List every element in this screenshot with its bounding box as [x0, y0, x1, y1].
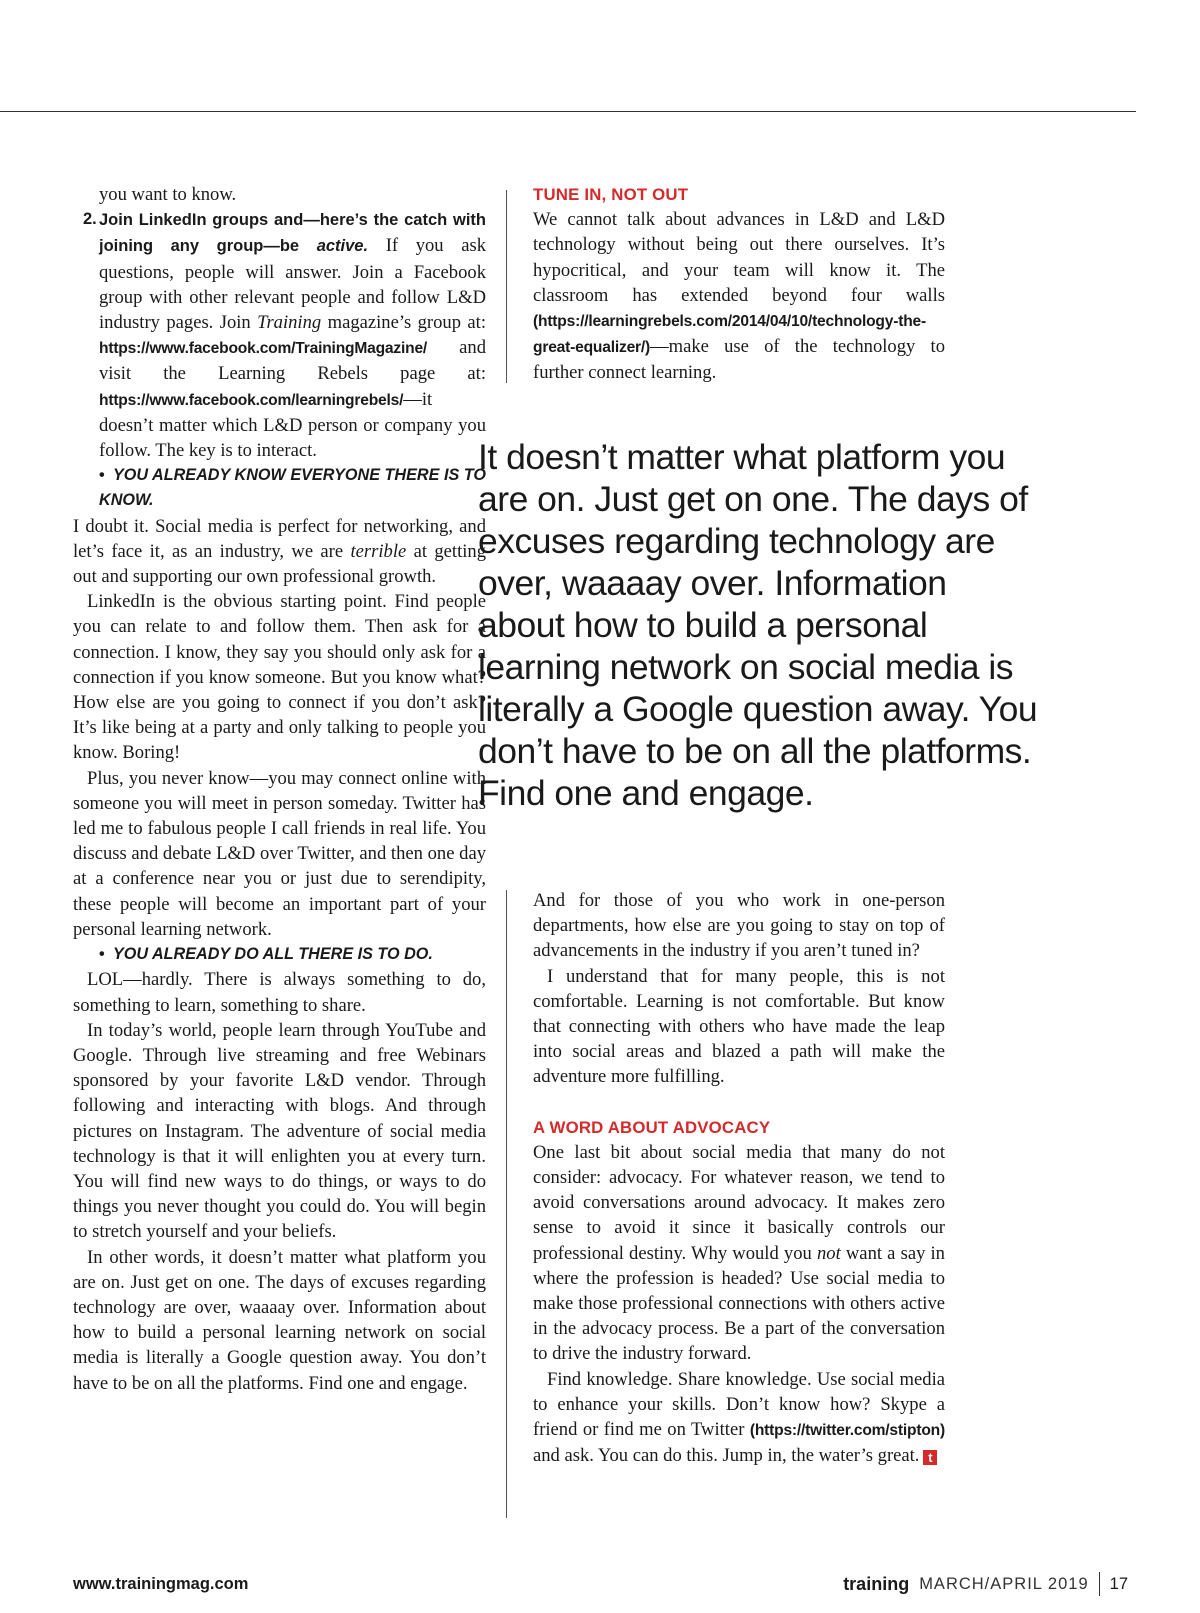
text-run: If you ask questions, people will answer. Join a Facebook group with other relevant people and follow L&D industry pages. Join: [99, 235, 486, 334]
emphasis: terrible: [350, 540, 407, 562]
facebook-learningrebels-link[interactable]: https://www.facebook.com/learningrebels/: [99, 391, 404, 409]
text-run: and ask. You can do this. Jump in, the water’s great.: [533, 1445, 920, 1467]
page-number: 17: [1109, 1574, 1128, 1593]
pull-quote: It doesn’t matter what platform you are on. Just get on one. The days of excuses regarding technology are over, waaaay over. Information about how to build a personal learning network on social media is literally a Google question away. You don’t have to be on all the platforms. Find one and engage.: [478, 437, 1038, 813]
bullet-dot: •: [99, 466, 105, 485]
list-continuation: [73, 182, 486, 207]
paragraph: [99, 207, 486, 463]
magazine-name: Training: [257, 312, 322, 334]
text-run: Find knowledge. Share knowledge. Use social media to enhance your skills. Don’t know how? Skype a friend or find me on Twitter: [533, 1368, 945, 1441]
paragraph: LinkedIn is the obvious starting point. Find people you can relate to and follow them. Then ask for a connection. I know, they say you should only ask for a connection if you know someone. But you know what? How else are you going to connect if you don’t ask? It’s like being at a party and only talking to people you know. Boring!: [73, 591, 486, 764]
facebook-training-link[interactable]: https://www.facebook.com/TrainingMagazine/: [99, 340, 428, 358]
left-column: [73, 182, 486, 1396]
training-end-mark-icon: t: [923, 1450, 937, 1465]
bullet-item: [73, 942, 486, 967]
text-run: I doubt it. Social media is perfect for networking, and let’s face it, as an industry, we are: [73, 515, 486, 562]
section-heading: TUNE IN, NOT OUT: [533, 185, 689, 204]
bullet-text: YOU ALREADY DO ALL THERE IS TO DO.: [113, 945, 433, 964]
paragraph: And for those of you who work in one-person departments, how else are you going to stay on top of advancements in the industry if you aren’t tuned in?: [533, 890, 945, 962]
text-run: One last bit about social media that many do not consider: advocacy. For whatever reason, we tend to avoid conversations around advocacy. It makes zero sense to avoid it since it basically controls our professional destiny. Why would you: [533, 1141, 945, 1264]
top-rule: [0, 111, 1136, 112]
text-run: and visit the Learning Rebels page at:: [99, 337, 486, 385]
paragraph: [533, 1140, 945, 1367]
emphasis: not: [816, 1242, 841, 1264]
twitter-link[interactable]: (https://twitter.com/stipton): [749, 1422, 945, 1440]
bullet-item: [73, 463, 486, 513]
paragraph: you want to know.: [99, 184, 237, 205]
paragraph: I understand that for many people, this is not comfortable. Learning is not comfortable. But know that connecting with others who have made the leap into social areas and blazed a path will make the adventure more fulfilling.: [533, 965, 945, 1088]
text-run: magazine’s group at:: [321, 312, 486, 334]
right-column-bottom: [533, 888, 945, 1468]
column-divider-top: [506, 190, 507, 383]
footer-website[interactable]: www.trainingmag.com: [73, 1575, 249, 1593]
paragraph: Plus, you never know—you may connect online with someone you will meet in person someday. Twitter has led me to fabulous people I call friends in real life. You discuss and debate L&D over Twitter, and then one day at a conference near you or just due to serendipity, these people will become an important part of your personal learning network.: [73, 767, 486, 940]
text-run: want a say in where the profession is headed? Use social media to make those professional connections with others active in the advocacy process. Be a part of the conversation to drive the industry forward.: [533, 1242, 945, 1365]
paragraph: [533, 1367, 945, 1469]
paragraph: [73, 514, 486, 590]
spacer: [533, 1090, 945, 1115]
right-column-top: [533, 182, 945, 386]
paragraph: LOL—hardly. There is always something to do, something to learn, something to share.: [73, 969, 486, 1016]
paragraph: In today’s world, people learn through YouTube and Google. Through live streaming and free Webinars sponsored by your favorite L&D vendor. Through following and interacting with blogs. And through pictures on Instagram. The adventure of social media technology is that it will enlighten you at every turn. You will find new ways to do things, or ways to do things you never thought you could do. You will begin to stretch yourself and your beliefs.: [73, 1019, 486, 1243]
column-divider-bottom: [506, 890, 507, 1518]
item-lead: Join LinkedIn groups and—here’s the catch with joining any group—be: [99, 211, 486, 256]
text-run: —make use of the technology to further connect learning.: [533, 336, 945, 384]
paragraph: In other words, it doesn’t matter what platform you are on. Just get on one. The days of excuses regarding technology are over, waaaay over. Information about how to build a personal learning network on social media is literally a Google question away. You don’t have to be on all the platforms. Find one and engage.: [73, 1246, 486, 1394]
footer-divider: [1099, 1572, 1100, 1596]
text-run: —it doesn’t matter which L&D person or company you follow. The key is to interact.: [99, 388, 486, 462]
text-run: We cannot talk about advances in L&D and L&D technology without being out there ourselves. It’s hypocritical, and your team will know it. The classroom has extended beyond four walls: [533, 209, 945, 306]
text-run: at getting out and supporting our own professional growth.: [73, 540, 486, 588]
bullet-dot: •: [99, 945, 105, 964]
paragraph: [533, 207, 945, 385]
section-heading: A WORD ABOUT ADVOCACY: [533, 1117, 771, 1137]
item-lead-emphasis: active.: [316, 237, 369, 256]
learningrebels-article-link[interactable]: (https://learningrebels.com/2014/04/10/technology-the-great-equalizer/): [533, 313, 927, 357]
footer-brand: training: [843, 1573, 910, 1594]
numbered-item-2: [73, 207, 486, 463]
footer-issue: MARCH/APRIL 2019: [919, 1574, 1089, 1593]
bullet-text: YOU ALREADY KNOW EVERYONE THERE IS TO KNOW.: [99, 466, 486, 510]
footer-folio: [843, 1572, 1128, 1596]
item-number: 2.: [83, 210, 97, 229]
